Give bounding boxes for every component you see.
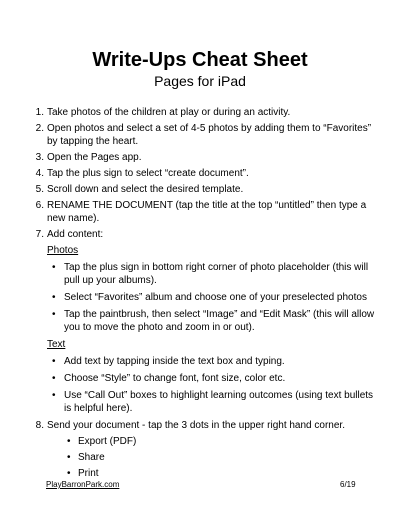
text-bullet [30,389,375,415]
bullet-text: Select “Favorites” album and choose one of your preselected photos [64,292,367,303]
bullet-text: Choose “Style” to change font, font size, color etc. [64,373,286,384]
send-option-text: Export (PDF) [78,436,137,447]
text-bullet [30,355,375,368]
bullet-text: Tap the paintbrush, then select “Image” and “Edit Mask” (this will allow you to move the photo and zoom in or out). [64,309,375,333]
bullet-marker: • [52,356,56,367]
step-text: Add content: [47,229,104,240]
bullet-marker: • [52,390,56,401]
photos-bullet [30,291,375,304]
send-option [30,451,375,464]
bullet-text: Use “Call Out” boxes to highlight learning outcomes (using text bullets is helpful here). [64,390,374,414]
bullet-marker: • [67,452,71,463]
step-8 [30,419,375,432]
step-3 [30,151,375,164]
step-number: 3. [35,152,44,163]
step-number: 4. [35,168,44,179]
page-title: Write-Ups Cheat Sheet [92,49,308,71]
step-number: 6. [35,200,44,211]
step-text: Tap the plus sign to select “create document”. [47,168,249,179]
step-1 [30,106,375,119]
send-option [30,435,375,448]
bullet-marker: • [52,292,56,303]
bullet-marker: • [67,436,71,447]
photos-bullet [30,308,375,334]
footer-link[interactable]: PlayBarronPark.com [46,480,120,489]
step-5 [30,183,375,196]
photos-heading: Photos [47,245,79,256]
bullet-text: Add text by tapping inside the text box and typing. [64,356,285,367]
step-7 [30,228,375,241]
instructions [30,106,375,483]
page-number: 6/19 [340,480,356,489]
step-text: Take photos of the children at play or during an activity. [47,107,291,118]
step-number: 7. [35,229,44,240]
step-number: 1. [35,107,44,118]
step-text: Scroll down and select the desired template. [47,184,244,195]
bullet-marker: • [67,468,71,479]
send-option-text: Share [78,452,105,463]
send-option-text: Print [78,468,99,479]
bullet-marker: • [52,262,56,273]
text-bullet [30,372,375,385]
step-text: Send your document - tap the 3 dots in the upper right hand corner. [47,420,345,431]
step-number: 8. [35,420,44,431]
step-text: RENAME THE DOCUMENT (tap the title at the top “untitled” then type a new name). [47,200,367,224]
photos-bullet [30,261,375,287]
step-text: Open the Pages app. [47,152,142,163]
step-number: 2. [35,123,44,134]
bullet-marker: • [52,373,56,384]
bullet-marker: • [52,309,56,320]
send-option [30,467,375,480]
page-subtitle: Pages for iPad [154,73,246,89]
step-2 [30,122,375,148]
text-heading: Text [47,339,66,350]
step-4 [30,167,375,180]
bullet-text: Tap the plus sign in bottom right corner of photo placeholder (this will pull up your albums). [64,262,369,286]
step-number: 5. [35,184,44,195]
step-6 [30,199,375,225]
step-text: Open photos and select a set of 4-5 photos by adding them to “Favorites” by tapping the heart. [47,123,372,147]
